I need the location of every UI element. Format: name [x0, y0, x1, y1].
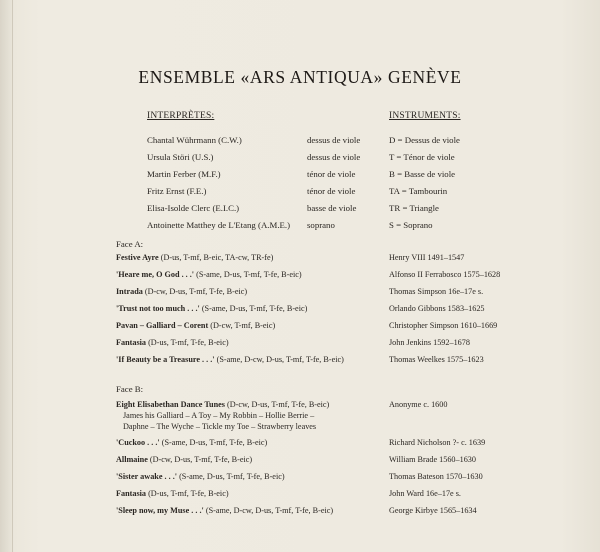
track-instrumentation: (S-ame, D-us, T-mf, T-fe, B-eic)	[177, 472, 285, 481]
track-row	[116, 304, 307, 313]
track-row	[116, 455, 252, 464]
performer-name: Fritz Ernst (F.E.)	[147, 186, 207, 196]
track-title: 'If Beauty be a Treasure . . .'	[116, 355, 215, 364]
track-row	[116, 400, 329, 409]
performer-role: dessus de viole	[307, 135, 361, 145]
track-row	[116, 270, 302, 279]
performer-role: ténor de viole	[307, 169, 356, 179]
face-a-label: Face A:	[116, 239, 144, 249]
track-subtitle: James his Galliard – A Toy – My Robbin – Hollie Berrie –	[123, 411, 315, 420]
track-instrumentation: (D-cw, T-mf, B-eic)	[208, 321, 276, 330]
track-composer: George Kirbye 1565–1634	[389, 506, 477, 515]
track-title: 'Cuckoo . . .'	[116, 438, 160, 447]
track-composer: Alfonso II Ferrabosco 1575–1628	[389, 270, 501, 279]
track-composer: Christopher Simpson 1610–1669	[389, 321, 498, 330]
track-instrumentation: (D-cw, D-us, T-mf, T-fe, B-eic)	[142, 287, 248, 296]
track-title: Allmaine	[116, 455, 148, 464]
track-instrumentation: (S-ame, D-cw, D-us, T-mf, T-fe, B-eic)	[203, 506, 334, 515]
track-title: Intrada	[116, 287, 143, 296]
instrument-key: B = Basse de viole	[389, 169, 456, 179]
track-instrumentation: (D-cw, D-us, T-mf, T-fe, B-eic)	[224, 400, 330, 409]
track-row	[116, 489, 229, 498]
track-title: 'Trust not too much . . .'	[116, 304, 200, 313]
instruments-header: INSTRUMENTS:	[389, 111, 461, 121]
performer-name: Chantal Wührmann (C.W.)	[147, 135, 242, 145]
page-title: ENSEMBLE «ARS ANTIQUA» GENÈVE	[138, 67, 462, 87]
performer-name: Martin Ferber (M.F.)	[147, 169, 221, 179]
track-title: Eight Elisabethan Dance Tunes	[116, 400, 225, 409]
track-row	[116, 338, 229, 347]
instrument-key: D = Dessus de viole	[389, 135, 460, 145]
instrument-key: T = Ténor de viole	[389, 152, 455, 162]
track-row	[116, 253, 273, 262]
track-title: 'Sleep now, my Muse . . .'	[116, 506, 204, 515]
track-composer: Anonyme c. 1600	[389, 400, 448, 409]
track-instrumentation: (D-us, T-mf, T-fe, B-eic)	[146, 489, 229, 498]
track-composer: John Jenkins 1592–1678	[389, 338, 470, 347]
instrument-key: TR = Triangle	[389, 203, 439, 213]
performer-name: Elisa-Isolde Clerc (E.I.C.)	[147, 203, 240, 213]
track-row	[116, 438, 267, 447]
performer-role: dessus de viole	[307, 152, 361, 162]
instrument-key: TA = Tambourin	[389, 186, 448, 196]
track-title: Pavan – Galliard – Corent	[116, 321, 209, 330]
track-row	[116, 321, 275, 330]
track-composer: Richard Nicholson ?- c. 1639	[389, 438, 486, 447]
track-composer: Thomas Weelkes 1575–1623	[389, 355, 484, 364]
track-instrumentation: (S-ame, D-us, T-mf, T-fe, B-eic)	[199, 304, 308, 313]
performer-role: soprano	[307, 220, 335, 230]
face-b-label: Face B:	[116, 384, 144, 394]
track-instrumentation: (D-cw, D-us, T-mf, T-fe, B-eic)	[147, 455, 253, 464]
instrument-key: S = Soprano	[389, 220, 433, 230]
track-composer: Thomas Bateson 1570–1630	[389, 472, 483, 481]
track-title: 'Sister awake . . .'	[116, 472, 178, 481]
track-composer: William Brade 1560–1630	[389, 455, 476, 464]
performer-role: ténor de viole	[307, 186, 356, 196]
performer-name: Antoinette Matthey de L'Etang (A.M.E.)	[147, 220, 291, 230]
track-composer: John Ward 16e–17e s.	[389, 489, 461, 498]
track-title: Fantasia	[116, 338, 147, 347]
track-composer: Henry VIII 1491–1547	[389, 253, 465, 262]
track-instrumentation: (S-ame, D-cw, D-us, T-mf, T-fe, B-eic)	[214, 355, 344, 364]
track-title: Festive Ayre	[116, 253, 159, 262]
performer-role: basse de viole	[307, 203, 357, 213]
track-instrumentation: (S-ame, D-us, T-mf, T-fe, B-eic)	[194, 270, 302, 279]
track-composer: Thomas Simpson 16e–17e s.	[389, 287, 484, 296]
track-composer: Orlando Gibbons 1583–1625	[389, 304, 485, 313]
track-instrumentation: (D-us, T-mf, T-fe, B-eic)	[146, 338, 229, 347]
track-row	[116, 355, 344, 364]
track-subtitle: Daphne – The Wyche – Tickle my Toe – Strawberry leaves	[123, 422, 317, 431]
track-title: 'Heare me, O God . . .'	[116, 270, 195, 279]
performer-name: Ursula Störi (U.S.)	[147, 152, 214, 162]
track-row	[116, 472, 285, 481]
interpretes-header: INTERPRÈTES:	[147, 111, 215, 121]
track-row	[116, 287, 247, 296]
track-row	[116, 506, 333, 515]
track-instrumentation: (D-us, T-mf, B-eic, TA-cw, TR-fe)	[158, 253, 274, 262]
track-instrumentation: (S-ame, D-us, T-mf, T-fe, B-eic)	[159, 438, 268, 447]
track-title: Fantasia	[116, 489, 147, 498]
